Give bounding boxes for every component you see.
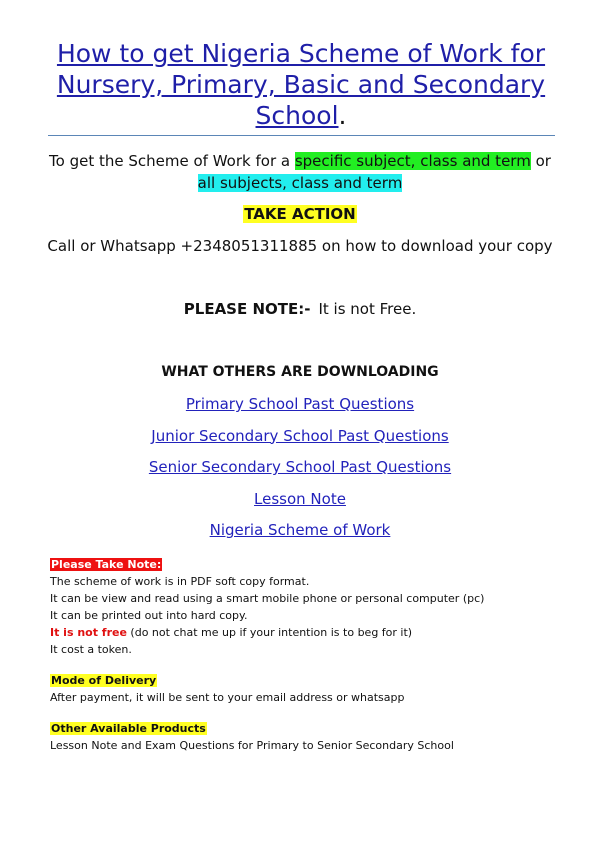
title-period: .	[338, 101, 347, 130]
link-primary-past-questions[interactable]: Primary School Past Questions	[185, 395, 415, 413]
not-free-label: It is not free	[50, 626, 127, 639]
intro-paragraph	[40, 150, 560, 194]
take-action-label: TAKE ACTION	[244, 205, 356, 223]
link-junior-secondary-past-questions[interactable]: Junior Secondary School Past Questions	[151, 426, 449, 445]
please-note	[0, 299, 600, 319]
delivery-text: After payment, it will be sent to your email address or whatsapp	[50, 691, 405, 704]
note-line: It cost a token.	[50, 643, 132, 656]
intro-prefix: To get the Scheme of Work for a	[49, 152, 295, 170]
others-heading: WHAT OTHERS ARE DOWNLOADING	[161, 364, 439, 380]
intro-middle: or	[530, 152, 551, 170]
products-text: Lesson Note and Exam Questions for Primary to Senior Secondary School	[50, 739, 454, 752]
take-action-heading	[0, 204, 600, 224]
please-note-label: PLEASE NOTE:-	[183, 300, 311, 318]
not-free-rest: (do not chat me up if your intention is to beg for it)	[126, 626, 413, 639]
highlight-specific: specific subject, class and term	[294, 152, 531, 170]
notes-section	[50, 556, 570, 754]
note-line: It can be printed out into hard copy.	[50, 609, 248, 622]
link-nigeria-scheme-of-work[interactable]: Nigeria Scheme of Work	[209, 521, 391, 539]
delivery-heading: Mode of Delivery	[51, 674, 157, 687]
title-divider	[48, 135, 555, 136]
take-note-heading: Please Take Note:	[51, 558, 162, 571]
note-line: It can be view and read using a smart mobile phone or personal computer (pc)	[50, 592, 485, 605]
products-heading: Other Available Products	[51, 722, 206, 735]
call-line: Call or Whatsapp +2348051311885 on how to download your copy	[47, 237, 553, 255]
please-note-text: It is not Free.	[318, 300, 417, 318]
link-lesson-note[interactable]: Lesson Note	[254, 489, 346, 508]
page-title	[48, 38, 554, 131]
title-link[interactable]: How to get Nigeria Scheme of Work for Nursery, Primary, Basic and Secondary School	[56, 39, 546, 130]
highlight-all: all subjects, class and term	[197, 174, 403, 192]
download-links	[0, 393, 600, 551]
link-senior-secondary-past-questions[interactable]: Senior Secondary School Past Questions	[148, 458, 452, 476]
note-line: The scheme of work is in PDF soft copy format.	[50, 575, 310, 588]
